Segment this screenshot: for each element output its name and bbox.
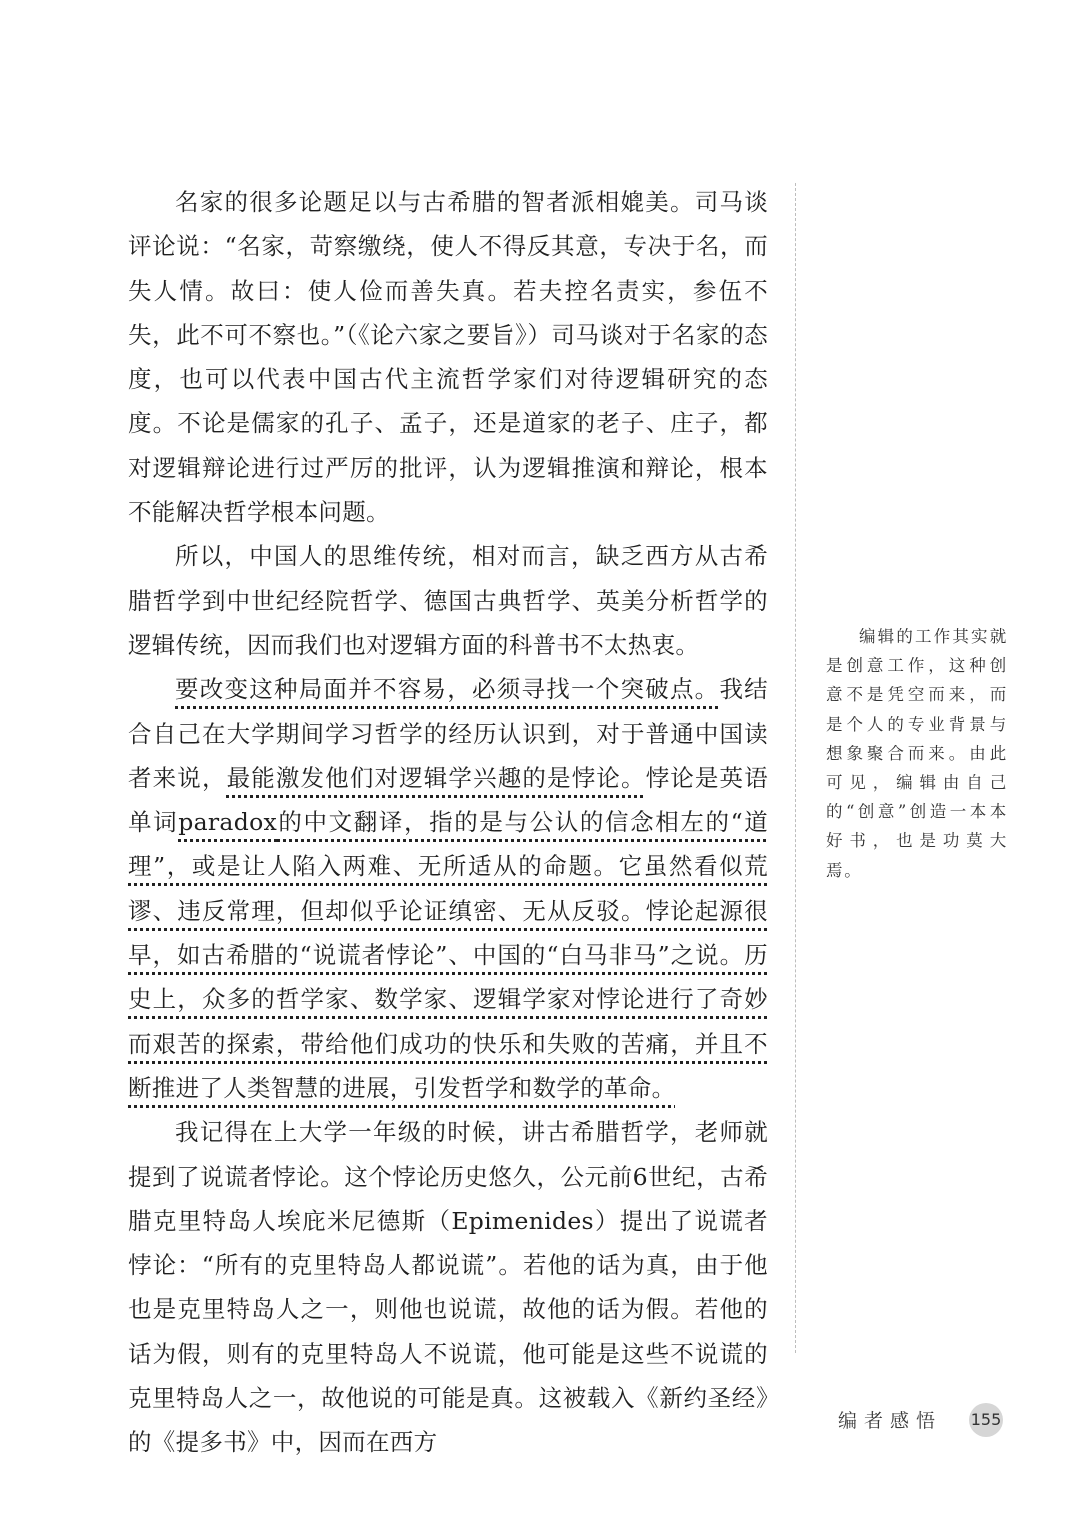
paragraph-3 (128, 667, 768, 1110)
text-segment: 悖论是英语单词 (128, 763, 768, 837)
section-label: 编者感悟 (838, 1410, 943, 1432)
side-note (826, 622, 1008, 885)
text-segment: 我记得在上大学一年级的时候，讲古希腊哲学，老师就提到了说谎者悖论。这个悖论历史悠久，公元前6世纪，古希腊克里特岛人埃庇米尼德斯（Epimenides）提出了说谎者悖论：“所有的克里特岛人都说谎”。若他的话为真，由于他也是克里特岛人之一，则他也说谎，故他的话为假。若他的话为假，则有的克里特岛人不说谎，他可能是这些不说谎的克里特岛人之一，故他说的可能是真。这被载入《新约圣经》的《提多书》中，因而在西方 (128, 1118, 768, 1457)
text-segment: 名家的很多论题足以与古希腊的智者派相媲美。司马谈评论说：“名家，苛察缴绕，使人不得反其意，专决于名，而失人情。故曰：使人俭而善失真。若夫控名责实，参伍不失，此不可不察也。”（《论六家之要旨》）司马谈对于名家的态度，也可以代表中国古代主流哲学家们对待逻辑研究的态度。不论是儒家的孔子、孟子，还是道家的老子、庄子，都对逻辑辩论进行过严厉的批评，认为逻辑推演和辩论，根本不能解决哲学根本问题。 (128, 188, 768, 527)
page-number: 155 (969, 1403, 1003, 1437)
text-segment: 所以，中国人的思维传统，相对而言，缺乏西方从古希腊哲学到中世纪经院哲学、德国古典哲学、英美分析哲学的逻辑传统，因而我们也对逻辑方面的科普书不太热衷。 (128, 542, 768, 659)
emphasized-segment: 最能激发他们对逻辑学兴趣的是悖论。 (226, 763, 646, 792)
emphasized-segment: paradox (178, 808, 278, 837)
side-note-text: 编辑的工作其实就是创意工作，这种创意不是凭空而来，而是个人的专业背景与想象聚合而来。由此可见，编辑由自己的“创意”创造一本本好书，也是功莫大焉。 (826, 627, 1008, 880)
main-text-column (128, 180, 768, 1465)
paragraph-4 (128, 1110, 768, 1464)
text-segment: 我结合自己在大学期间学习哲学的经历认识到，对于普通中国读者来说， (128, 675, 768, 792)
paragraph-2 (128, 534, 768, 667)
column-divider (795, 183, 796, 1353)
paragraph-1 (128, 180, 768, 534)
emphasized-segment: 要改变这种局面并不容易，必须寻找一个突破点。 (175, 675, 720, 704)
emphasized-segment: 的中文翻译，指的是与公认的信念相左的“道理”，或是让人陷入两难、无所适从的命题。它虽然看似荒谬、违反常理，但却似乎论证缜密、无从反驳。悖论起源很早，如古希腊的“说谎者悖论”、中国的“白马非马”之说。历史上，众多的哲学家、数学家、逻辑学家对悖论进行了奇妙而艰苦的探索，带给他们成功的快乐和失败的苦痛，并且不断推进了人类智慧的进展，引发哲学和数学的革命。 (128, 808, 768, 1102)
